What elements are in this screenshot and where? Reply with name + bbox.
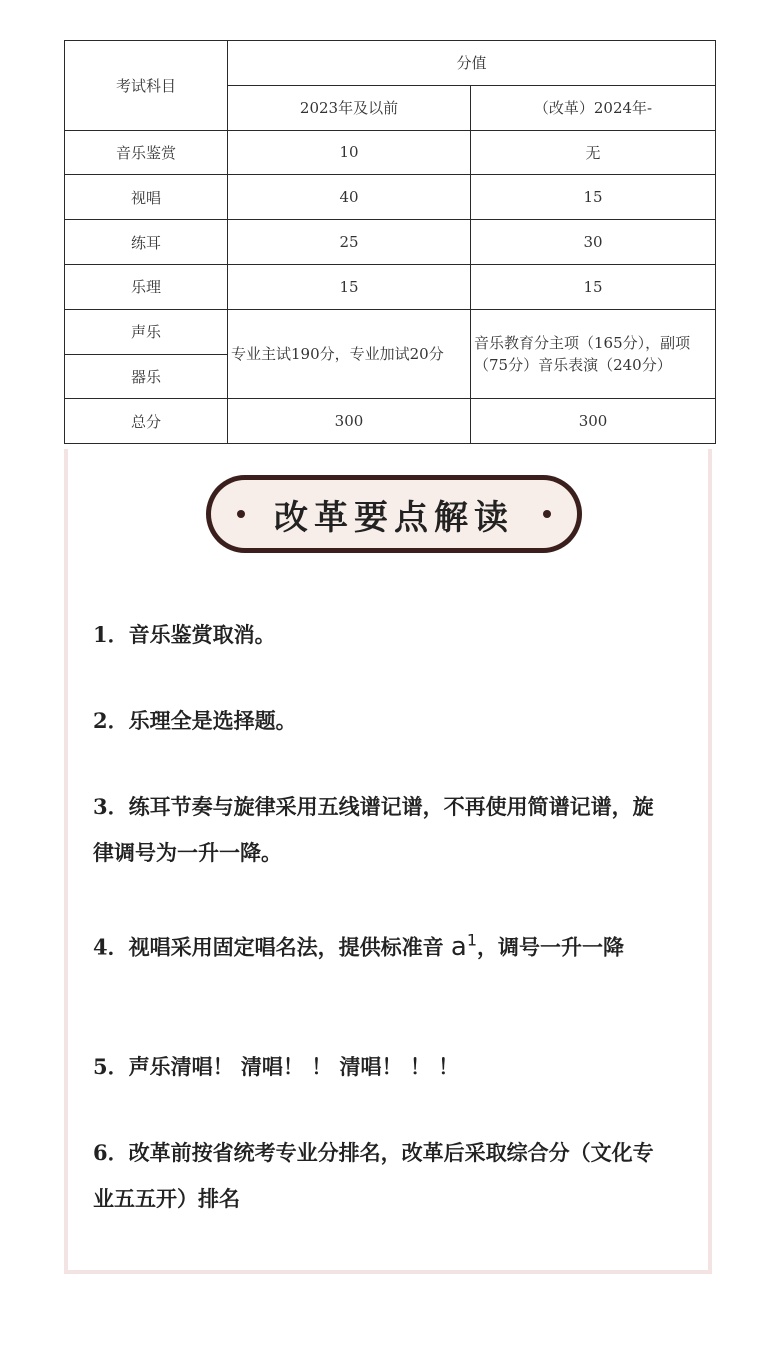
note-item: 2．乐理全是选择题。 (93, 708, 297, 733)
row-after: 15 (471, 175, 716, 220)
row-before: 15 (228, 264, 471, 309)
note-item: 3．练耳节奏与旋律采用五线谱记谱，不再使用简谱记谱，旋律调号为一升一降。 (93, 794, 654, 865)
merged-before: 专业主试190分，专业加试20分 (228, 309, 471, 399)
row-after: 无 (471, 130, 716, 175)
total-before: 300 (228, 399, 471, 444)
table-row (65, 309, 716, 354)
row-subject-vocal: 声乐 (65, 309, 228, 354)
section-title: 改革要点解读 (274, 497, 514, 538)
row-before: 10 (228, 130, 471, 175)
standard-pitch: $a^1$ (450, 930, 478, 962)
header-col-after: （改革）2024年- (471, 85, 716, 130)
note-item: 1．音乐鉴赏取消。 (93, 622, 276, 647)
row-before: 40 (228, 175, 471, 220)
total-after: 300 (471, 399, 716, 444)
row-subject: 视唱 (65, 175, 228, 220)
note-item (93, 917, 663, 971)
row-subject: 练耳 (65, 220, 228, 265)
bullet-dot-icon (237, 510, 245, 518)
header-subject: 考试科目 (65, 41, 228, 131)
score-table (64, 40, 716, 444)
table-row (65, 220, 716, 265)
note-item: 5．声乐清唱！ 清唱！ ！ 清唱！ ！ ！ (93, 1054, 460, 1079)
total-subject: 总分 (65, 399, 228, 444)
note-4-text-before: 4．视唱采用固定唱名法，提供标准音 (93, 934, 451, 960)
table-row (65, 264, 716, 309)
table-row-total (65, 399, 716, 444)
row-subject-instrumental: 器乐 (65, 354, 228, 399)
row-before: 25 (228, 220, 471, 265)
table-row (65, 175, 716, 220)
table-row (65, 130, 716, 175)
row-subject: 音乐鉴赏 (65, 130, 228, 175)
section-title-badge (206, 475, 582, 553)
row-subject: 乐理 (65, 264, 228, 309)
header-score: 分值 (228, 41, 716, 86)
row-after: 30 (471, 220, 716, 265)
merged-after: 音乐教育分主项（165分），副项（75分）音乐表演（240分） (471, 309, 716, 399)
header-col-before: 2023年及以前 (228, 85, 471, 130)
bullet-dot-icon (543, 510, 551, 518)
note-item: 6．改革前按省统考专业分排名，改革后采取综合分（文化专业五五开）排名 (93, 1140, 654, 1211)
note-4-text-after: ，调号一升一降 (477, 934, 625, 960)
row-after: 15 (471, 264, 716, 309)
